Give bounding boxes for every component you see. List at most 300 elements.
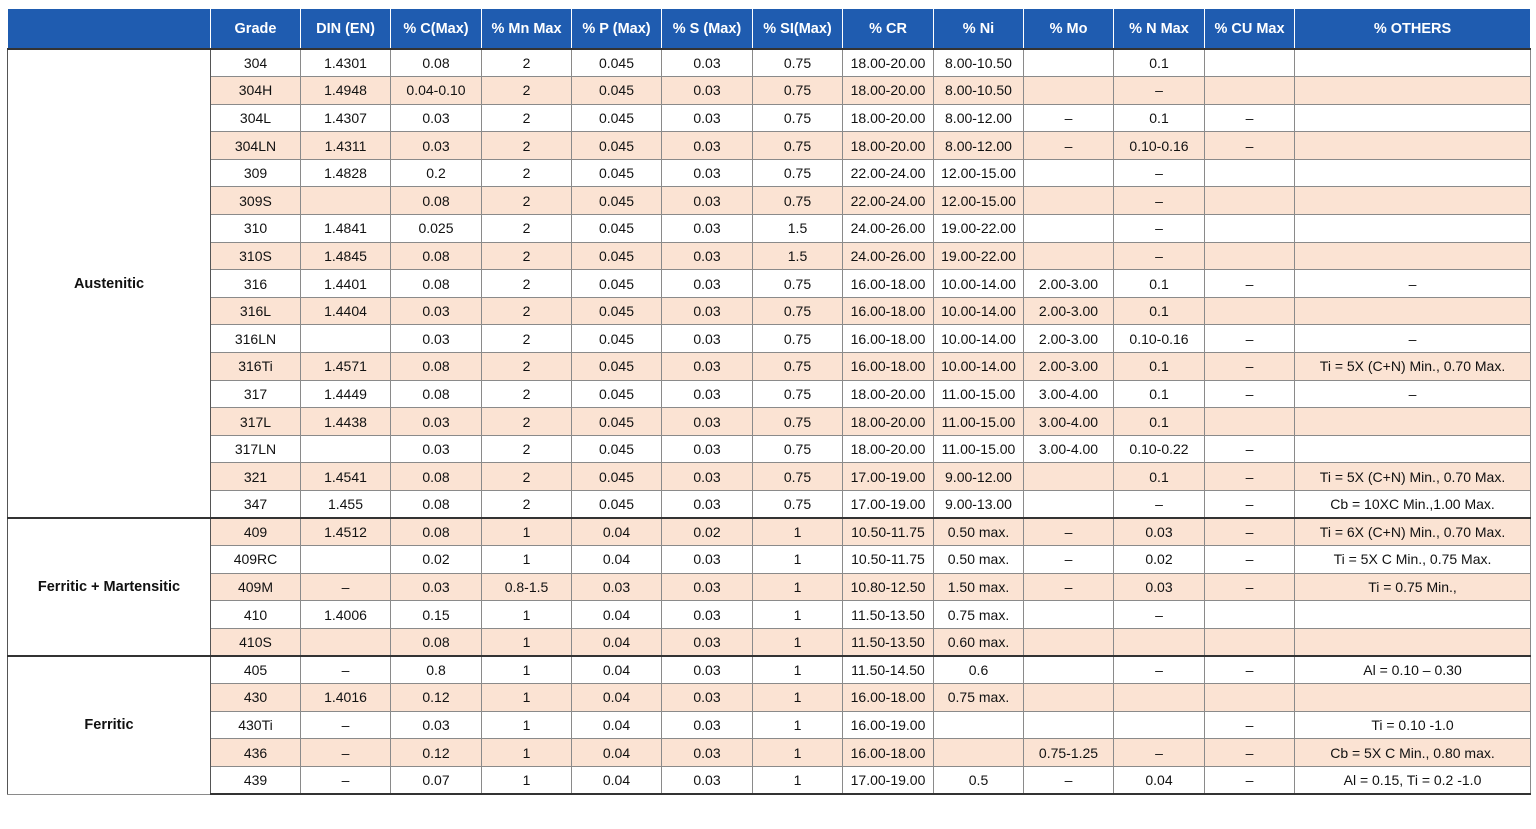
cell-din-en: 1.455 <box>301 491 391 519</box>
cell-silicon: 1 <box>753 766 843 794</box>
table-row <box>8 77 1531 105</box>
cell-chromium: 11.50-13.50 <box>843 601 934 629</box>
cell-nitrogen: 0.10-0.16 <box>1114 132 1205 160</box>
cell-din-en: – <box>301 656 391 684</box>
cell-nitrogen: 0.04 <box>1114 766 1205 794</box>
cell-molybdenum: 2.00-3.00 <box>1024 297 1114 325</box>
cell-sulfur: 0.03 <box>662 684 753 712</box>
cell-nitrogen: 0.1 <box>1114 270 1205 298</box>
cell-phosphorus: 0.045 <box>572 380 662 408</box>
cell-nickel: 19.00-22.00 <box>934 242 1024 270</box>
cell-chromium: 18.00-20.00 <box>843 49 934 77</box>
table-row <box>8 491 1531 519</box>
cell-manganese: 1 <box>482 518 572 546</box>
cell-nitrogen: – <box>1114 77 1205 105</box>
cell-molybdenum: – <box>1024 132 1114 160</box>
cell-phosphorus: 0.045 <box>572 325 662 353</box>
cell-chromium: 18.00-20.00 <box>843 104 934 132</box>
cell-copper <box>1205 159 1295 187</box>
cell-others <box>1295 132 1531 160</box>
cell-din-en: 1.4571 <box>301 353 391 381</box>
cell-grade: 439 <box>211 766 301 794</box>
family-label: Ferritic + Martensitic <box>8 518 211 656</box>
cell-silicon: 0.75 <box>753 159 843 187</box>
cell-molybdenum <box>1024 711 1114 739</box>
table-row <box>8 435 1531 463</box>
table-row <box>8 711 1531 739</box>
cell-sulfur: 0.03 <box>662 628 753 656</box>
cell-sulfur: 0.03 <box>662 297 753 325</box>
cell-carbon: 0.03 <box>391 104 482 132</box>
cell-chromium: 17.00-19.00 <box>843 491 934 519</box>
cell-molybdenum: 3.00-4.00 <box>1024 408 1114 436</box>
cell-molybdenum: – <box>1024 546 1114 574</box>
cell-grade: 321 <box>211 463 301 491</box>
cell-din-en <box>301 325 391 353</box>
cell-silicon: 1 <box>753 546 843 574</box>
cell-silicon: 1.5 <box>753 242 843 270</box>
cell-nitrogen: 0.10-0.22 <box>1114 435 1205 463</box>
cell-copper <box>1205 408 1295 436</box>
cell-chromium: 22.00-24.00 <box>843 159 934 187</box>
cell-grade: 316Ti <box>211 353 301 381</box>
cell-copper: – <box>1205 711 1295 739</box>
cell-manganese: 2 <box>482 132 572 160</box>
cell-grade: 405 <box>211 656 301 684</box>
cell-others <box>1295 408 1531 436</box>
cell-nickel: 12.00-15.00 <box>934 159 1024 187</box>
cell-chromium: 10.50-11.75 <box>843 546 934 574</box>
cell-phosphorus: 0.04 <box>572 518 662 546</box>
cell-silicon: 1 <box>753 518 843 546</box>
cell-manganese: 2 <box>482 408 572 436</box>
header-row <box>8 9 1531 50</box>
cell-others: Ti = 5X (C+N) Min., 0.70 Max. <box>1295 463 1531 491</box>
cell-nickel: 0.5 <box>934 766 1024 794</box>
cell-sulfur: 0.03 <box>662 656 753 684</box>
cell-din-en: – <box>301 739 391 767</box>
stainless-grade-table <box>7 8 1531 795</box>
cell-others <box>1295 187 1531 215</box>
cell-grade: 310S <box>211 242 301 270</box>
cell-grade: 309S <box>211 187 301 215</box>
cell-sulfur: 0.03 <box>662 573 753 601</box>
cell-others: – <box>1295 325 1531 353</box>
cell-nitrogen: 0.1 <box>1114 297 1205 325</box>
cell-manganese: 0.8-1.5 <box>482 573 572 601</box>
table-row <box>8 215 1531 243</box>
cell-phosphorus: 0.045 <box>572 408 662 436</box>
cell-silicon: 0.75 <box>753 187 843 215</box>
cell-din-en: – <box>301 711 391 739</box>
cell-phosphorus: 0.045 <box>572 49 662 77</box>
table-row <box>8 463 1531 491</box>
cell-carbon: 0.03 <box>391 325 482 353</box>
cell-phosphorus: 0.04 <box>572 656 662 684</box>
cell-grade: 309 <box>211 159 301 187</box>
table-row <box>8 104 1531 132</box>
cell-phosphorus: 0.045 <box>572 297 662 325</box>
header-copper: % CU Max <box>1205 9 1295 50</box>
cell-others: Ti = 6X (C+N) Min., 0.70 Max. <box>1295 518 1531 546</box>
cell-grade: 410S <box>211 628 301 656</box>
cell-nitrogen <box>1114 628 1205 656</box>
family-label: Ferritic <box>8 656 211 794</box>
table-row <box>8 628 1531 656</box>
cell-sulfur: 0.03 <box>662 132 753 160</box>
cell-manganese: 2 <box>482 104 572 132</box>
cell-grade: 347 <box>211 491 301 519</box>
cell-nitrogen: 0.1 <box>1114 353 1205 381</box>
table-row <box>8 601 1531 629</box>
cell-nitrogen: – <box>1114 242 1205 270</box>
cell-nitrogen <box>1114 684 1205 712</box>
cell-copper: – <box>1205 132 1295 160</box>
cell-molybdenum <box>1024 491 1114 519</box>
cell-phosphorus: 0.04 <box>572 711 662 739</box>
cell-nickel: 10.00-14.00 <box>934 353 1024 381</box>
cell-phosphorus: 0.03 <box>572 573 662 601</box>
cell-carbon: 0.12 <box>391 684 482 712</box>
cell-silicon: 0.75 <box>753 297 843 325</box>
cell-others <box>1295 242 1531 270</box>
cell-chromium: 16.00-18.00 <box>843 297 934 325</box>
cell-manganese: 2 <box>482 77 572 105</box>
cell-chromium: 16.00-18.00 <box>843 684 934 712</box>
cell-grade: 317LN <box>211 435 301 463</box>
cell-grade: 304H <box>211 77 301 105</box>
cell-manganese: 2 <box>482 435 572 463</box>
cell-manganese: 1 <box>482 546 572 574</box>
cell-carbon: 0.15 <box>391 601 482 629</box>
cell-din-en: 1.4301 <box>301 49 391 77</box>
cell-carbon: 0.08 <box>391 353 482 381</box>
table-row <box>8 408 1531 436</box>
cell-nickel: 11.00-15.00 <box>934 380 1024 408</box>
cell-copper: – <box>1205 435 1295 463</box>
table-header <box>8 9 1531 50</box>
cell-sulfur: 0.03 <box>662 159 753 187</box>
cell-phosphorus: 0.045 <box>572 132 662 160</box>
cell-silicon: 0.75 <box>753 104 843 132</box>
cell-silicon: 0.75 <box>753 380 843 408</box>
header-nitrogen: % N Max <box>1114 9 1205 50</box>
family-label: Austenitic <box>8 49 211 518</box>
header-silicon: % SI(Max) <box>753 9 843 50</box>
cell-nitrogen: 0.10-0.16 <box>1114 325 1205 353</box>
cell-molybdenum <box>1024 242 1114 270</box>
cell-sulfur: 0.03 <box>662 546 753 574</box>
cell-molybdenum: 2.00-3.00 <box>1024 270 1114 298</box>
cell-sulfur: 0.03 <box>662 463 753 491</box>
cell-others: Ti = 5X C Min., 0.75 Max. <box>1295 546 1531 574</box>
cell-carbon: 0.03 <box>391 132 482 160</box>
cell-din-en <box>301 628 391 656</box>
cell-phosphorus: 0.045 <box>572 463 662 491</box>
cell-nitrogen: 0.1 <box>1114 408 1205 436</box>
cell-nickel: 8.00-12.00 <box>934 132 1024 160</box>
cell-manganese: 1 <box>482 656 572 684</box>
table-row <box>8 325 1531 353</box>
cell-chromium: 16.00-18.00 <box>843 353 934 381</box>
cell-carbon: 0.08 <box>391 628 482 656</box>
header-others: % OTHERS <box>1295 9 1531 50</box>
cell-sulfur: 0.03 <box>662 49 753 77</box>
cell-grade: 316L <box>211 297 301 325</box>
table-row <box>8 546 1531 574</box>
header-manganese: % Mn Max <box>482 9 572 50</box>
cell-chromium: 17.00-19.00 <box>843 463 934 491</box>
cell-molybdenum <box>1024 215 1114 243</box>
cell-din-en: 1.4512 <box>301 518 391 546</box>
cell-din-en: 1.4845 <box>301 242 391 270</box>
cell-nickel: 0.75 max. <box>934 601 1024 629</box>
cell-nitrogen: 0.1 <box>1114 49 1205 77</box>
cell-din-en <box>301 187 391 215</box>
cell-phosphorus: 0.04 <box>572 739 662 767</box>
cell-manganese: 2 <box>482 463 572 491</box>
cell-manganese: 1 <box>482 766 572 794</box>
table-row <box>8 380 1531 408</box>
cell-nitrogen: – <box>1114 656 1205 684</box>
cell-phosphorus: 0.045 <box>572 353 662 381</box>
cell-silicon: 0.75 <box>753 325 843 353</box>
cell-chromium: 18.00-20.00 <box>843 408 934 436</box>
cell-phosphorus: 0.04 <box>572 601 662 629</box>
cell-carbon: 0.08 <box>391 49 482 77</box>
cell-carbon: 0.8 <box>391 656 482 684</box>
cell-sulfur: 0.03 <box>662 408 753 436</box>
cell-nitrogen: 0.1 <box>1114 380 1205 408</box>
table-row <box>8 49 1531 77</box>
cell-others <box>1295 684 1531 712</box>
cell-sulfur: 0.02 <box>662 518 753 546</box>
cell-grade: 409RC <box>211 546 301 574</box>
cell-others: Ti = 5X (C+N) Min., 0.70 Max. <box>1295 353 1531 381</box>
cell-nickel: 8.00-10.50 <box>934 77 1024 105</box>
cell-carbon: 0.08 <box>391 518 482 546</box>
cell-chromium: 11.50-14.50 <box>843 656 934 684</box>
cell-copper: – <box>1205 104 1295 132</box>
cell-molybdenum <box>1024 628 1114 656</box>
cell-others <box>1295 215 1531 243</box>
cell-silicon: 1 <box>753 711 843 739</box>
cell-silicon: 1 <box>753 601 843 629</box>
cell-copper: – <box>1205 518 1295 546</box>
cell-grade: 316 <box>211 270 301 298</box>
cell-molybdenum: – <box>1024 766 1114 794</box>
cell-din-en: 1.4307 <box>301 104 391 132</box>
cell-molybdenum: – <box>1024 573 1114 601</box>
cell-others: Ti = 0.10 -1.0 <box>1295 711 1531 739</box>
cell-grade: 316LN <box>211 325 301 353</box>
cell-din-en: 1.4541 <box>301 463 391 491</box>
cell-nitrogen: 0.1 <box>1114 463 1205 491</box>
cell-molybdenum <box>1024 159 1114 187</box>
cell-nitrogen: – <box>1114 739 1205 767</box>
cell-silicon: 0.75 <box>753 270 843 298</box>
cell-grade: 409M <box>211 573 301 601</box>
cell-chromium: 11.50-13.50 <box>843 628 934 656</box>
cell-nickel: 11.00-15.00 <box>934 435 1024 463</box>
cell-din-en: 1.4438 <box>301 408 391 436</box>
cell-others <box>1295 601 1531 629</box>
cell-sulfur: 0.03 <box>662 739 753 767</box>
cell-copper: – <box>1205 270 1295 298</box>
cell-copper <box>1205 49 1295 77</box>
cell-silicon: 0.75 <box>753 49 843 77</box>
cell-others: Cb = 5X C Min., 0.80 max. <box>1295 739 1531 767</box>
cell-carbon: 0.08 <box>391 187 482 215</box>
cell-nickel: 10.00-14.00 <box>934 270 1024 298</box>
table-row <box>8 159 1531 187</box>
cell-nitrogen: – <box>1114 187 1205 215</box>
table-row <box>8 684 1531 712</box>
cell-silicon: 1 <box>753 628 843 656</box>
cell-nitrogen: 0.02 <box>1114 546 1205 574</box>
cell-molybdenum: 2.00-3.00 <box>1024 353 1114 381</box>
cell-carbon: 0.04-0.10 <box>391 77 482 105</box>
cell-phosphorus: 0.045 <box>572 104 662 132</box>
cell-copper: – <box>1205 546 1295 574</box>
cell-copper: – <box>1205 766 1295 794</box>
cell-sulfur: 0.03 <box>662 435 753 463</box>
cell-chromium: 18.00-20.00 <box>843 435 934 463</box>
cell-chromium: 16.00-18.00 <box>843 739 934 767</box>
cell-nickel: 9.00-12.00 <box>934 463 1024 491</box>
cell-nitrogen <box>1114 711 1205 739</box>
cell-manganese: 2 <box>482 297 572 325</box>
cell-chromium: 22.00-24.00 <box>843 187 934 215</box>
cell-carbon: 0.08 <box>391 463 482 491</box>
cell-din-en: – <box>301 766 391 794</box>
table-body <box>8 49 1531 794</box>
cell-copper: – <box>1205 739 1295 767</box>
cell-grade: 430Ti <box>211 711 301 739</box>
cell-copper <box>1205 601 1295 629</box>
cell-grade: 410 <box>211 601 301 629</box>
cell-others <box>1295 628 1531 656</box>
cell-manganese: 2 <box>482 242 572 270</box>
cell-din-en: 1.4449 <box>301 380 391 408</box>
cell-carbon: 0.2 <box>391 159 482 187</box>
cell-copper: – <box>1205 463 1295 491</box>
table-row <box>8 518 1531 546</box>
cell-nickel: 0.60 max. <box>934 628 1024 656</box>
cell-molybdenum <box>1024 601 1114 629</box>
cell-nickel: 19.00-22.00 <box>934 215 1024 243</box>
cell-grade: 304L <box>211 104 301 132</box>
cell-molybdenum: 2.00-3.00 <box>1024 325 1114 353</box>
cell-phosphorus: 0.045 <box>572 159 662 187</box>
cell-carbon: 0.025 <box>391 215 482 243</box>
cell-grade: 310 <box>211 215 301 243</box>
cell-phosphorus: 0.045 <box>572 187 662 215</box>
cell-sulfur: 0.03 <box>662 270 753 298</box>
cell-nickel: 0.75 max. <box>934 684 1024 712</box>
table-row <box>8 187 1531 215</box>
cell-carbon: 0.03 <box>391 408 482 436</box>
cell-silicon: 1 <box>753 656 843 684</box>
cell-manganese: 1 <box>482 628 572 656</box>
header-chromium: % CR <box>843 9 934 50</box>
cell-nitrogen: – <box>1114 159 1205 187</box>
cell-molybdenum: – <box>1024 104 1114 132</box>
cell-copper <box>1205 297 1295 325</box>
cell-nickel: 9.00-13.00 <box>934 491 1024 519</box>
cell-molybdenum <box>1024 656 1114 684</box>
cell-others <box>1295 104 1531 132</box>
cell-nickel: 12.00-15.00 <box>934 187 1024 215</box>
header-din-en: DIN (EN) <box>301 9 391 50</box>
cell-silicon: 1 <box>753 739 843 767</box>
cell-chromium: 16.00-18.00 <box>843 325 934 353</box>
cell-sulfur: 0.03 <box>662 766 753 794</box>
cell-manganese: 2 <box>482 380 572 408</box>
cell-nickel: 0.6 <box>934 656 1024 684</box>
cell-nickel: 11.00-15.00 <box>934 408 1024 436</box>
cell-copper <box>1205 215 1295 243</box>
cell-nickel: 10.00-14.00 <box>934 325 1024 353</box>
cell-manganese: 1 <box>482 711 572 739</box>
cell-carbon: 0.12 <box>391 739 482 767</box>
cell-sulfur: 0.03 <box>662 491 753 519</box>
cell-molybdenum: – <box>1024 518 1114 546</box>
cell-others: Cb = 10XC Min.,1.00 Max. <box>1295 491 1531 519</box>
cell-din-en: 1.4311 <box>301 132 391 160</box>
cell-din-en: 1.4404 <box>301 297 391 325</box>
cell-molybdenum: 3.00-4.00 <box>1024 435 1114 463</box>
cell-copper <box>1205 242 1295 270</box>
header-family <box>8 9 211 50</box>
cell-chromium: 18.00-20.00 <box>843 77 934 105</box>
cell-others: Al = 0.10 – 0.30 <box>1295 656 1531 684</box>
cell-sulfur: 0.03 <box>662 187 753 215</box>
table-row <box>8 353 1531 381</box>
cell-copper: – <box>1205 656 1295 684</box>
cell-nitrogen: – <box>1114 601 1205 629</box>
cell-sulfur: 0.03 <box>662 380 753 408</box>
cell-molybdenum <box>1024 49 1114 77</box>
cell-phosphorus: 0.045 <box>572 491 662 519</box>
table-row <box>8 656 1531 684</box>
cell-others <box>1295 435 1531 463</box>
cell-nickel: 0.50 max. <box>934 518 1024 546</box>
header-nickel: % Ni <box>934 9 1024 50</box>
table-row <box>8 297 1531 325</box>
cell-molybdenum <box>1024 187 1114 215</box>
cell-carbon: 0.08 <box>391 491 482 519</box>
cell-sulfur: 0.03 <box>662 215 753 243</box>
cell-copper: – <box>1205 325 1295 353</box>
cell-molybdenum <box>1024 684 1114 712</box>
cell-molybdenum <box>1024 463 1114 491</box>
table-row <box>8 739 1531 767</box>
cell-silicon: 0.75 <box>753 353 843 381</box>
cell-chromium: 16.00-19.00 <box>843 711 934 739</box>
header-carbon: % C(Max) <box>391 9 482 50</box>
cell-nitrogen: 0.1 <box>1114 104 1205 132</box>
table-row <box>8 573 1531 601</box>
cell-sulfur: 0.03 <box>662 242 753 270</box>
cell-phosphorus: 0.045 <box>572 435 662 463</box>
cell-copper: – <box>1205 573 1295 601</box>
cell-sulfur: 0.03 <box>662 104 753 132</box>
cell-others: Al = 0.15, Ti = 0.2 -1.0 <box>1295 766 1531 794</box>
cell-phosphorus: 0.045 <box>572 77 662 105</box>
cell-nickel: 1.50 max. <box>934 573 1024 601</box>
cell-sulfur: 0.03 <box>662 77 753 105</box>
